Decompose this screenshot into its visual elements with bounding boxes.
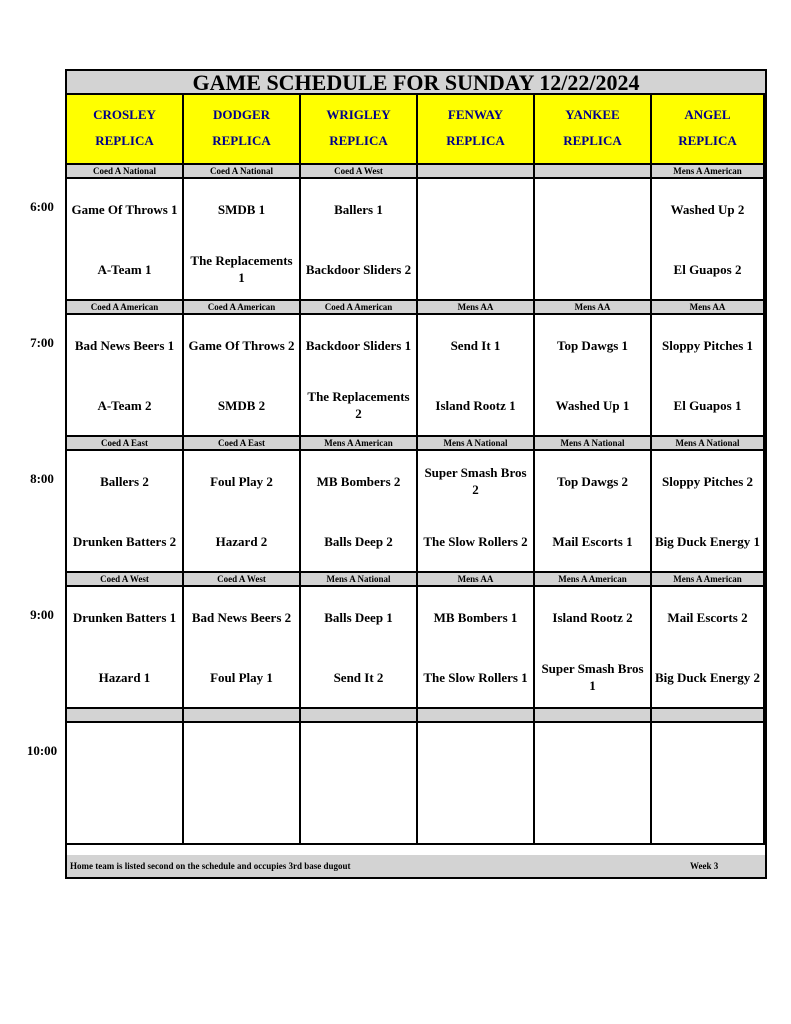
game-cell bbox=[301, 179, 418, 301]
division-label: Mens A National bbox=[418, 437, 535, 451]
away-team: Send It 1 bbox=[450, 337, 501, 353]
field-subtitle: REPLICA bbox=[446, 133, 505, 148]
away-team bbox=[537, 187, 648, 231]
home-team: Balls Deep 2 bbox=[324, 533, 393, 549]
division-label: Mens A American bbox=[652, 573, 765, 587]
home-team bbox=[654, 791, 761, 835]
game-cell bbox=[184, 179, 301, 301]
division-label: Coed A National bbox=[184, 165, 301, 179]
away-team: Mail Escorts 2 bbox=[667, 609, 748, 625]
division-label: Mens AA bbox=[418, 301, 535, 315]
away-team: MB Bombers 2 bbox=[316, 473, 401, 489]
home-team: Big Duck Energy 1 bbox=[654, 533, 761, 549]
home-team: A-Team 1 bbox=[97, 261, 152, 277]
game-cell bbox=[535, 315, 652, 437]
field-name: WRIGLEY bbox=[326, 107, 391, 122]
game-cell bbox=[535, 587, 652, 709]
division-label: Coed A American bbox=[67, 301, 184, 315]
time-label: 9:00 bbox=[30, 607, 54, 622]
game-cell bbox=[301, 315, 418, 437]
home-team: Mail Escorts 1 bbox=[552, 533, 633, 549]
game-cell bbox=[652, 451, 765, 573]
field-subtitle: REPLICA bbox=[329, 133, 388, 148]
away-team: Top Dawgs 1 bbox=[556, 337, 629, 353]
game-cell bbox=[301, 451, 418, 573]
field-header bbox=[418, 95, 535, 165]
time-label: 10:00 bbox=[26, 743, 58, 758]
game-cell bbox=[652, 179, 765, 301]
away-team bbox=[654, 731, 761, 775]
away-team: Island Rootz 2 bbox=[552, 609, 633, 625]
field-subtitle: REPLICA bbox=[563, 133, 622, 148]
division-label: Mens A National bbox=[535, 437, 652, 451]
away-team bbox=[69, 731, 180, 775]
home-team: Island Rootz 1 bbox=[435, 397, 516, 413]
game-cell bbox=[67, 315, 184, 437]
division-label: Coed A East bbox=[184, 437, 301, 451]
division-label: Mens AA bbox=[535, 301, 652, 315]
field-header bbox=[652, 95, 765, 165]
schedule-table bbox=[65, 69, 767, 879]
field-subtitle: REPLICA bbox=[95, 133, 154, 148]
division-label bbox=[301, 709, 418, 723]
game-cell bbox=[67, 179, 184, 301]
field-name: ANGEL bbox=[684, 107, 731, 122]
game-cell bbox=[67, 451, 184, 573]
time-label: 6:00 bbox=[30, 199, 54, 214]
home-team: Backdoor Sliders 2 bbox=[305, 261, 412, 277]
division-label: Mens A National bbox=[301, 573, 418, 587]
field-header bbox=[67, 95, 184, 165]
division-label: Coed A East bbox=[67, 437, 184, 451]
division-label: Mens A American bbox=[301, 437, 418, 451]
game-cell bbox=[184, 315, 301, 437]
division-label bbox=[67, 709, 184, 723]
game-cell bbox=[301, 587, 418, 709]
division-label: Mens A National bbox=[652, 437, 765, 451]
game-cell bbox=[418, 315, 535, 437]
game-cell bbox=[418, 587, 535, 709]
game-cell bbox=[67, 587, 184, 709]
time-label: 8:00 bbox=[30, 471, 54, 486]
away-team: Bad News Beers 1 bbox=[74, 337, 175, 353]
home-team: Super Smash Bros 1 bbox=[541, 661, 644, 693]
home-team: The Slow Rollers 1 bbox=[423, 669, 528, 685]
away-team: Sloppy Pitches 2 bbox=[661, 473, 753, 489]
game-cell bbox=[652, 315, 765, 437]
away-team: Bad News Beers 2 bbox=[191, 609, 292, 625]
division-label: Coed A American bbox=[184, 301, 301, 315]
home-team: Send It 2 bbox=[333, 669, 384, 685]
away-team: Balls Deep 1 bbox=[324, 609, 393, 625]
home-team: El Guapos 1 bbox=[673, 397, 742, 413]
home-team: Big Duck Energy 2 bbox=[654, 669, 761, 685]
game-cell bbox=[535, 451, 652, 573]
division-label bbox=[535, 709, 652, 723]
division-label: Coed A West bbox=[67, 573, 184, 587]
game-cell bbox=[418, 179, 535, 301]
division-label: Mens A American bbox=[535, 573, 652, 587]
week-label: Week 3 bbox=[690, 861, 719, 871]
home-team: Drunken Batters 2 bbox=[72, 533, 177, 549]
time-label: 7:00 bbox=[30, 335, 54, 350]
home-team: The Replacements 2 bbox=[307, 389, 410, 421]
division-label: Coed A West bbox=[184, 573, 301, 587]
game-cell bbox=[652, 723, 765, 845]
schedule-title: GAME SCHEDULE FOR SUNDAY 12/22/2024 bbox=[67, 71, 765, 95]
away-team: Backdoor Sliders 1 bbox=[305, 337, 412, 353]
division-label: Mens A American bbox=[652, 165, 765, 179]
away-team bbox=[537, 731, 648, 775]
away-team: Sloppy Pitches 1 bbox=[661, 337, 753, 353]
schedule-footer bbox=[67, 855, 765, 877]
home-team: SMDB 2 bbox=[217, 397, 266, 413]
away-team: Ballers 1 bbox=[334, 201, 383, 217]
away-team: Game Of Throws 1 bbox=[71, 201, 178, 217]
home-team bbox=[303, 791, 414, 835]
away-team: Top Dawgs 2 bbox=[556, 473, 629, 489]
home-team: The Replacements 1 bbox=[190, 253, 293, 285]
division-label bbox=[535, 165, 652, 179]
game-cell bbox=[184, 723, 301, 845]
division-label bbox=[418, 709, 535, 723]
field-subtitle: REPLICA bbox=[678, 133, 737, 148]
away-team bbox=[186, 731, 297, 775]
home-team bbox=[420, 791, 531, 835]
game-cell bbox=[67, 723, 184, 845]
field-subtitle: REPLICA bbox=[212, 133, 271, 148]
division-label: Mens AA bbox=[652, 301, 765, 315]
division-label: Coed A American bbox=[301, 301, 418, 315]
field-header bbox=[535, 95, 652, 165]
home-team: Washed Up 1 bbox=[555, 397, 630, 413]
field-header bbox=[184, 95, 301, 165]
field-name: YANKEE bbox=[565, 107, 620, 122]
away-team: Washed Up 2 bbox=[670, 201, 745, 217]
away-team: SMDB 1 bbox=[217, 201, 266, 217]
home-team bbox=[69, 791, 180, 835]
game-cell bbox=[535, 179, 652, 301]
away-team bbox=[420, 187, 531, 231]
home-team bbox=[537, 247, 648, 291]
field-header bbox=[301, 95, 418, 165]
away-team: Game Of Throws 2 bbox=[188, 337, 295, 353]
away-team: Ballers 2 bbox=[100, 473, 149, 489]
division-label bbox=[184, 709, 301, 723]
away-team: Super Smash Bros 2 bbox=[424, 465, 527, 497]
home-team bbox=[420, 247, 531, 291]
game-cell bbox=[184, 451, 301, 573]
field-name: DODGER bbox=[212, 107, 271, 122]
home-team: El Guapos 2 bbox=[673, 261, 742, 277]
division-label: Coed A West bbox=[301, 165, 418, 179]
division-label: Mens AA bbox=[418, 573, 535, 587]
division-label bbox=[652, 709, 765, 723]
game-cell bbox=[184, 587, 301, 709]
home-team: A-Team 2 bbox=[97, 397, 152, 413]
home-team bbox=[186, 791, 297, 835]
field-name: FENWAY bbox=[447, 107, 504, 122]
division-label: Coed A National bbox=[67, 165, 184, 179]
home-team: The Slow Rollers 2 bbox=[423, 533, 528, 549]
home-team: Hazard 2 bbox=[215, 533, 268, 549]
away-team: MB Bombers 1 bbox=[433, 609, 518, 625]
home-team-note: Home team is listed second on the schedule and occupies 3rd base dugout bbox=[70, 861, 351, 871]
away-team bbox=[303, 731, 414, 775]
home-team: Hazard 1 bbox=[98, 669, 151, 685]
away-team bbox=[420, 731, 531, 775]
away-team: Drunken Batters 1 bbox=[72, 609, 177, 625]
home-team: Foul Play 1 bbox=[210, 669, 273, 685]
game-cell bbox=[301, 723, 418, 845]
game-cell bbox=[652, 587, 765, 709]
game-cell bbox=[418, 723, 535, 845]
game-cell bbox=[535, 723, 652, 845]
division-label bbox=[418, 165, 535, 179]
field-name: CROSLEY bbox=[93, 107, 156, 122]
home-team bbox=[537, 791, 648, 835]
away-team: Foul Play 2 bbox=[210, 473, 273, 489]
game-cell bbox=[418, 451, 535, 573]
